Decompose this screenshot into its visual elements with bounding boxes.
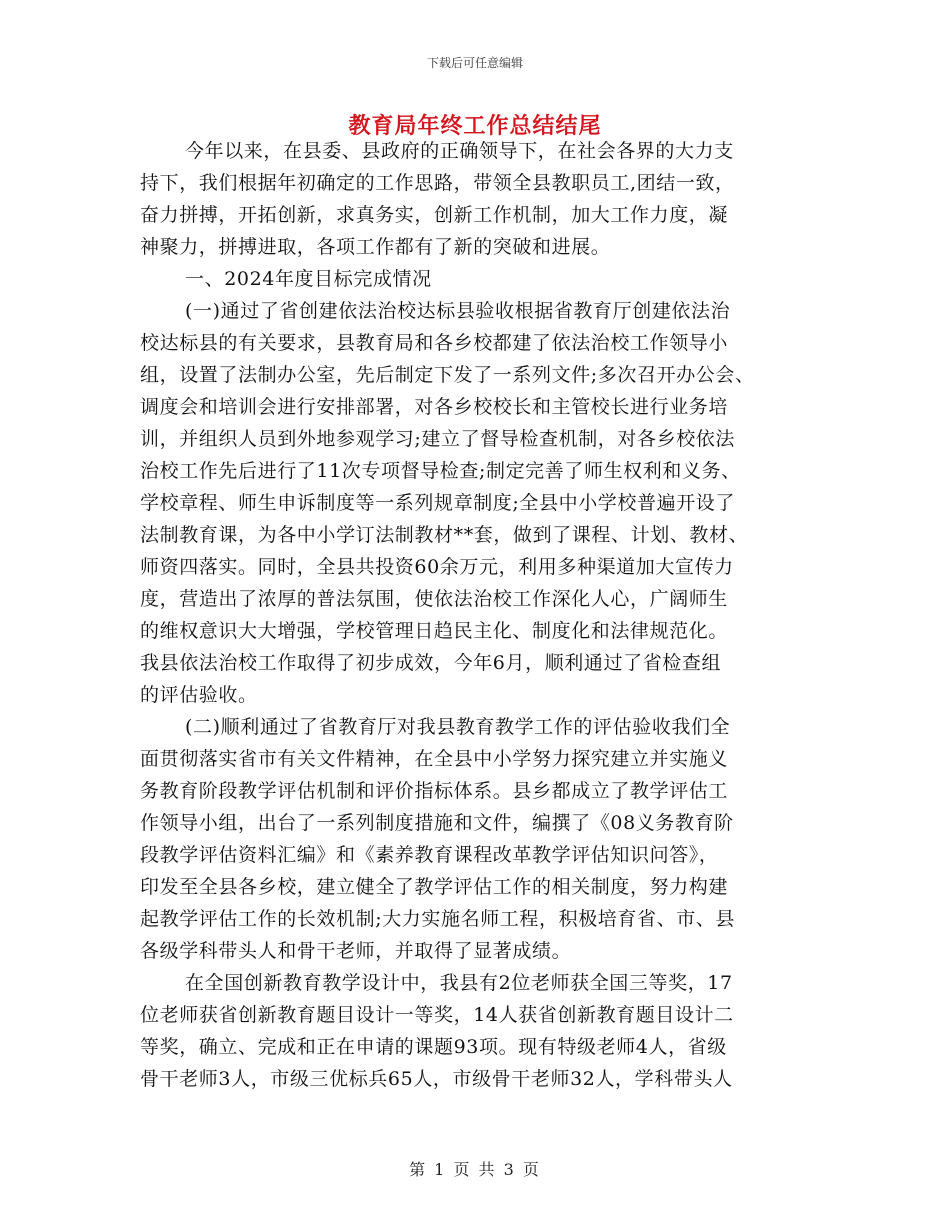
- body-line: (二)顺利通过了省教育厅对我县教育教学工作的评估验收我们全: [185, 716, 731, 738]
- body-line: 一、2024年度目标完成情况: [185, 268, 432, 290]
- body-line: 作领导小组，出台了一系列制度措施和文件，编撰了《08义务教育阶: [140, 812, 734, 834]
- body-line: 神聚力，拼搏进取，各项工作都有了新的突破和进展。: [140, 236, 611, 258]
- body-line: 的维权意识大大增强，学校管理日趋民主化、制度化和法律规范化。: [140, 620, 729, 642]
- body-line: 骨干老师3人，市级三优标兵65人，市级骨干老师32人，学科带头人: [140, 1068, 733, 1090]
- body-line: (一)通过了省创建依法治校达标县验收根据省教育厅创建依法治: [185, 300, 731, 322]
- body-line: 我县依法治校工作取得了初步成效，今年6月，顺利通过了省检查组: [140, 652, 722, 674]
- body-line: 调度会和培训会进行安排部署，对各乡校校长和主管校长进行业务培: [140, 396, 729, 418]
- body-line: 起教学评估工作的长效机制;大力实施名师工程，积极培育省、市、县: [140, 908, 736, 930]
- body-line: 校达标县的有关要求，县教育局和各乡校都建了依法治校工作领导小: [140, 332, 729, 354]
- body-line: 面贯彻落实省市有关文件精神，在全县中小学努力探究建立并实施义: [140, 748, 729, 770]
- document-title: 教育局年终工作总结结尾: [348, 114, 602, 139]
- header-note: 下载后可任意编辑: [426, 56, 523, 70]
- body-line: 奋力拼搏，开拓创新，求真务实，创新工作机制，加大工作力度，凝: [140, 204, 729, 226]
- body-line: 师资四落实。同时，全县共投资60余万元，利用多种渠道加大宣传力: [140, 556, 734, 578]
- body-line: 在全国创新教育教学设计中，我县有2位老师获全国三等奖，17: [185, 972, 733, 994]
- page-footer: 第 1 页 共 3 页: [409, 1160, 541, 1179]
- body-line: 度，营造出了浓厚的普法氛围，使依法治校工作深化人心，广阔师生: [140, 588, 729, 610]
- body-line: 训，并组织人员到外地参观学习;建立了督导检查机制，对各乡校依法: [140, 428, 736, 450]
- body-line: 组，设置了法制办公室，先后制定下发了一系列文件;多次召开办公会、: [140, 364, 755, 386]
- body-line: 今年以来，在县委、县政府的正确领导下，在社会各界的大力支: [185, 140, 734, 162]
- body-line: 印发至全县各乡校，建立健全了教学评估工作的相关制度，努力构建: [140, 876, 729, 898]
- body-line: 学校章程、师生申诉制度等一系列规章制度;全县中小学校普遍开设了: [140, 492, 736, 514]
- body-line: 持下，我们根据年初确定的工作思路，带领全县教职员工,团结一致，: [140, 172, 735, 194]
- body-line: 各级学科带头人和骨干老师，并取得了显著成绩。: [140, 940, 572, 962]
- body-line: 段教学评估资料汇编》和《素养教育课程改革教学评估知识问答》，: [140, 844, 719, 866]
- body-line: 位老师获省创新教育题目设计一等奖，14人获省创新教育题目设计二: [140, 1004, 734, 1026]
- body-line: 务教育阶段教学评估机制和评价指标体系。县乡都成立了教学评估工: [140, 780, 729, 802]
- body-line: 等奖，确立、完成和正在申请的课题93项。现有特级老师4人，省级: [140, 1036, 727, 1058]
- body-line: 治校工作先后进行了11次专项督导检查;制定完善了师生权利和义务、: [140, 460, 741, 482]
- body-line: 的评估验收。: [140, 684, 258, 706]
- body-line: 法制教育课，为各中小学订法制教材**套，做到了课程、计划、教材、: [140, 524, 749, 546]
